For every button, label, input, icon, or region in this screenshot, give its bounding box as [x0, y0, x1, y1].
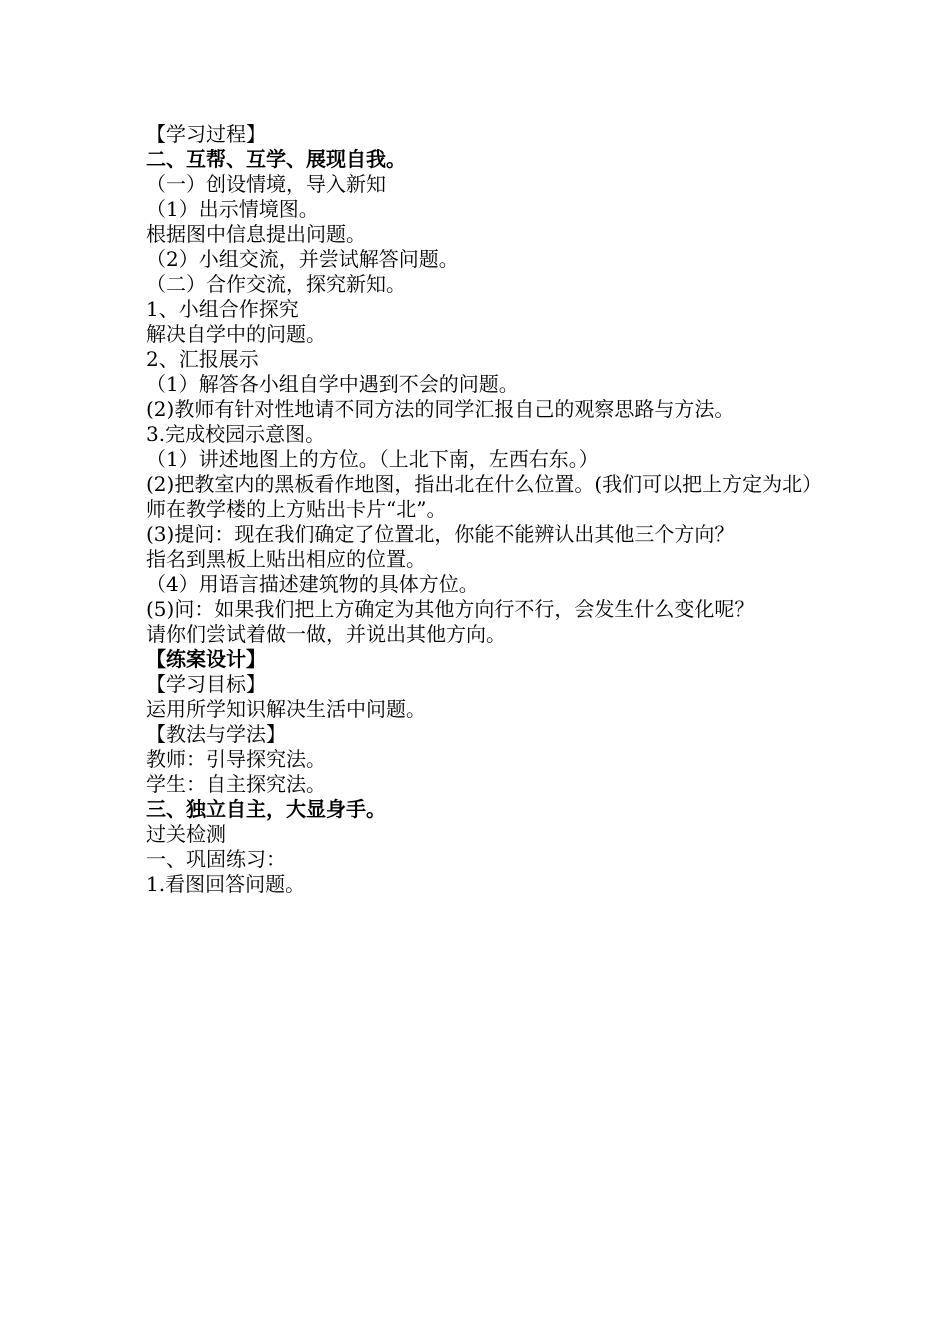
- paragraph-line: 1、小组合作探究: [146, 297, 299, 321]
- paragraph-line: （1）出示情境图。: [146, 197, 319, 221]
- paragraph-line: 教师：引导探究法。: [146, 747, 326, 771]
- subheading-cooperative-exchange: （二）合作交流，探究新知。: [146, 272, 406, 296]
- section-heading-exercise-design: 【练案设计】: [146, 647, 266, 671]
- paragraph-line: （1）解答各小组自学中遇到不会的问题。: [146, 372, 519, 396]
- paragraph-line: 解决自学中的问题。: [146, 322, 326, 346]
- paragraph-line: 1.看图回答问题。: [146, 872, 306, 896]
- subheading-create-situation: （一）创设情境，导入新知: [146, 172, 386, 196]
- document-body: [146, 122, 836, 897]
- paragraph-line: 过关检测: [146, 822, 226, 846]
- section-heading-independent-work: 三、独立自主，大显身手。: [146, 797, 386, 821]
- paragraph-line: 运用所学知识解决生活中问题。: [146, 697, 426, 721]
- paragraph-line: (2)把教室内的黑板看作地图，指出北在什么位置。(我们可以把上方定为北）: [146, 472, 823, 496]
- paragraph-line: 一、巩固练习：: [146, 847, 286, 871]
- paragraph-line: (2)教师有针对性地请不同方法的同学汇报自己的观察思路与方法。: [146, 397, 735, 421]
- paragraph-line: 请你们尝试着做一做，并说出其他方向。: [146, 622, 506, 646]
- section-heading-mutual-help: 二、互帮、互学、展现自我。: [146, 147, 406, 171]
- paragraph-line: 2、汇报展示: [146, 347, 259, 371]
- paragraph-line: 根据图中信息提出问题。: [146, 222, 366, 246]
- paragraph-line: 师在教学楼的上方贴出卡片“北”。: [146, 497, 447, 521]
- section-heading-learning-process: 【学习过程】: [146, 122, 266, 146]
- paragraph-line: 指名到黑板上贴出相应的位置。: [146, 547, 426, 571]
- section-heading-teaching-methods: 【教法与学法】: [146, 722, 286, 746]
- section-heading-learning-goals: 【学习目标】: [146, 672, 266, 696]
- paragraph-line: (3)提问：现在我们确定了位置北，你能不能辨认出其他三个方向？: [146, 522, 735, 546]
- paragraph-line: （2）小组交流，并尝试解答问题。: [146, 247, 459, 271]
- paragraph-line: (5)问：如果我们把上方确定为其他方向行不行，会发生什么变化呢？: [146, 597, 755, 621]
- paragraph-line: （4）用语言描述建筑物的具体方位。: [146, 572, 479, 596]
- paragraph-line: 学生：自主探究法。: [146, 772, 326, 796]
- paragraph-line: （1）讲述地图上的方位。（上北下南，左西右东。）: [146, 447, 599, 471]
- paragraph-line: 3.完成校园示意图。: [146, 422, 326, 446]
